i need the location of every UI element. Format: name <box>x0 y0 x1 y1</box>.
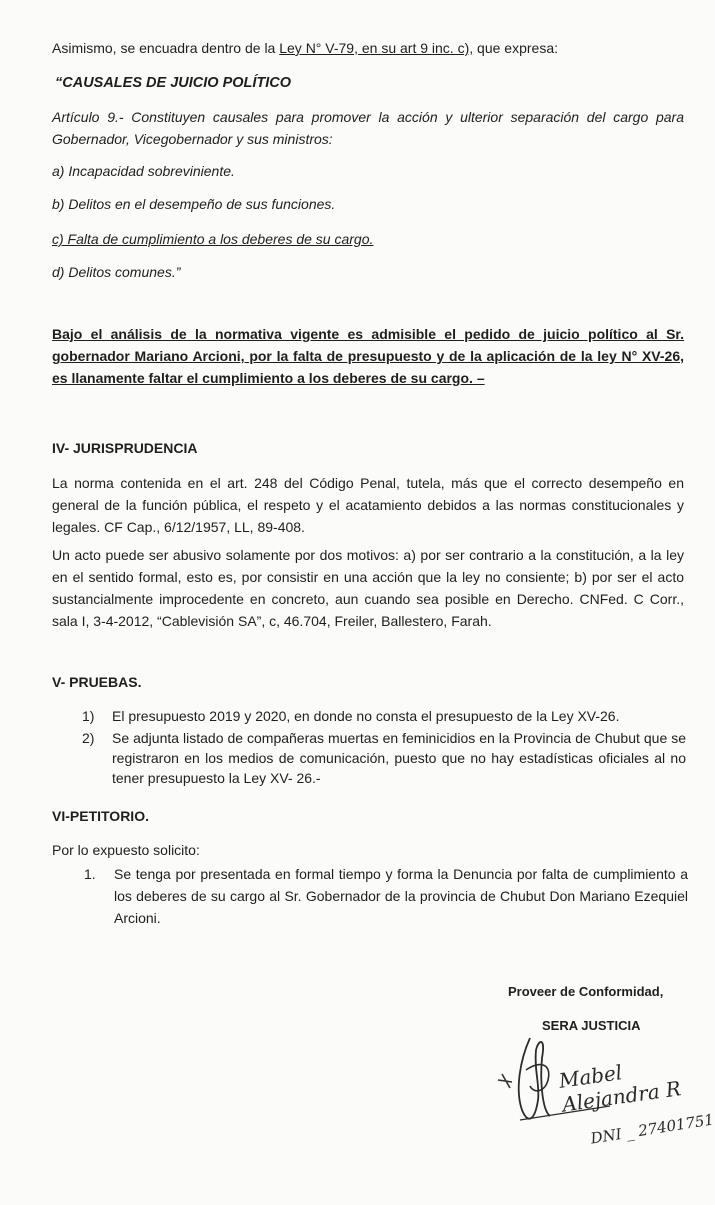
pruebas-item-text: El presupuesto 2019 y 2020, en donde no consta el presupuesto de la Ley XV-26. <box>112 708 620 724</box>
causal-item-a: a) Incapacidad sobreviniente. <box>52 163 235 179</box>
conclusion-paragraph: Bajo el análisis de la normativa vigente es admisible el pedido de juicio político al Sr. gobernador Mariano Arcioni, por la falta de presupuesto y de la aplicación de la ley N° XV-26, es llanamente faltar el cumplimiento a los deberes de su cargo. – <box>52 326 684 386</box>
section-v-heading: V- PRUEBAS. <box>52 674 142 690</box>
section-vi-heading: VI-PETITORIO. <box>52 808 149 824</box>
petitorio-intro: Por lo expuesto solicito: <box>52 842 200 858</box>
pruebas-item-text: Se adjunta listado de compañeras muertas en feminicidios en la Provincia de Chubut que se registraron en los medios de comunicación, puesto que no hay estadísticas oficiales al no tener presupuesto la Ley XV- 26.- <box>112 730 686 786</box>
pruebas-list <box>82 706 686 788</box>
signature-dni: DNI _ 27401751 <box>589 1110 715 1148</box>
closing-proveer: Proveer de Conformidad, <box>508 984 664 999</box>
jurisprudencia-paragraph-2: Un acto puede ser abusivo solamente por dos motivos: a) por ser contrario a la constitución, a la ley en el sentido formal, esto es, por consistir en una acción que la ley no consiente; b) por ser el acto sustancialmente improcedente en concreto, aun cuando sea posible en Derecho. CNFed. C Corr., sala I, 3-4-2012, “Cablevisión SA”, c, 46.704, Freiler, Ballestero, Farah. <box>52 547 684 629</box>
causal-item-d: d) Delitos comunes.” <box>52 264 181 280</box>
law-reference: Ley N° V-79, en su art 9 inc. c), <box>279 40 474 56</box>
intro-text: Asimismo, se encuadra dentro de la <box>52 40 280 56</box>
pruebas-item <box>82 706 686 726</box>
intro-text-end: que expresa: <box>473 40 558 56</box>
jurisprudencia-paragraph-1: La norma contenida en el art. 248 del Código Penal, tutela, más que el correcto desempeño en general de la función pública, el respeto y el acatamiento debidos a las normas constitucionales y legales. CF Cap., 6/12/1957, LL, 89-408. <box>52 475 684 535</box>
petitorio-list <box>84 863 688 929</box>
pruebas-item <box>82 728 686 788</box>
causal-item-b: b) Delitos en el desempeño de sus funciones. <box>52 196 336 212</box>
intro-paragraph <box>52 38 558 58</box>
causales-title: “CAUSALES DE JUICIO POLÍTICO <box>55 75 292 91</box>
closing-sera-justicia: SERA JUSTICIA <box>542 1018 641 1033</box>
article-9-text: Artículo 9.- Constituyen causales para promover la acción y ulterior separación del cargo para Gobernador, Vicegobernador y sus ministros: <box>52 109 684 147</box>
petitorio-item-text: Se tenga por presentada en formal tiempo y forma la Denuncia por falta de cumplimiento a los deberes de su cargo al Sr. Gobernador de la provincia de Chubut Don Mariano Ezequiel Arcioni. <box>114 866 688 926</box>
signature-name: Mabel Alejandra R <box>557 1060 683 1117</box>
causal-item-c: c) Falta de cumplimiento a los deberes de su cargo. <box>52 231 374 247</box>
handwritten-signature <box>490 1030 715 1200</box>
petitorio-item <box>84 863 688 929</box>
pruebas-item-number: 1) <box>82 708 95 724</box>
pruebas-item-number: 2) <box>82 730 95 746</box>
petitorio-item-number: 1. <box>84 866 96 882</box>
section-iv-heading: IV- JURISPRUDENCIA <box>52 440 198 456</box>
